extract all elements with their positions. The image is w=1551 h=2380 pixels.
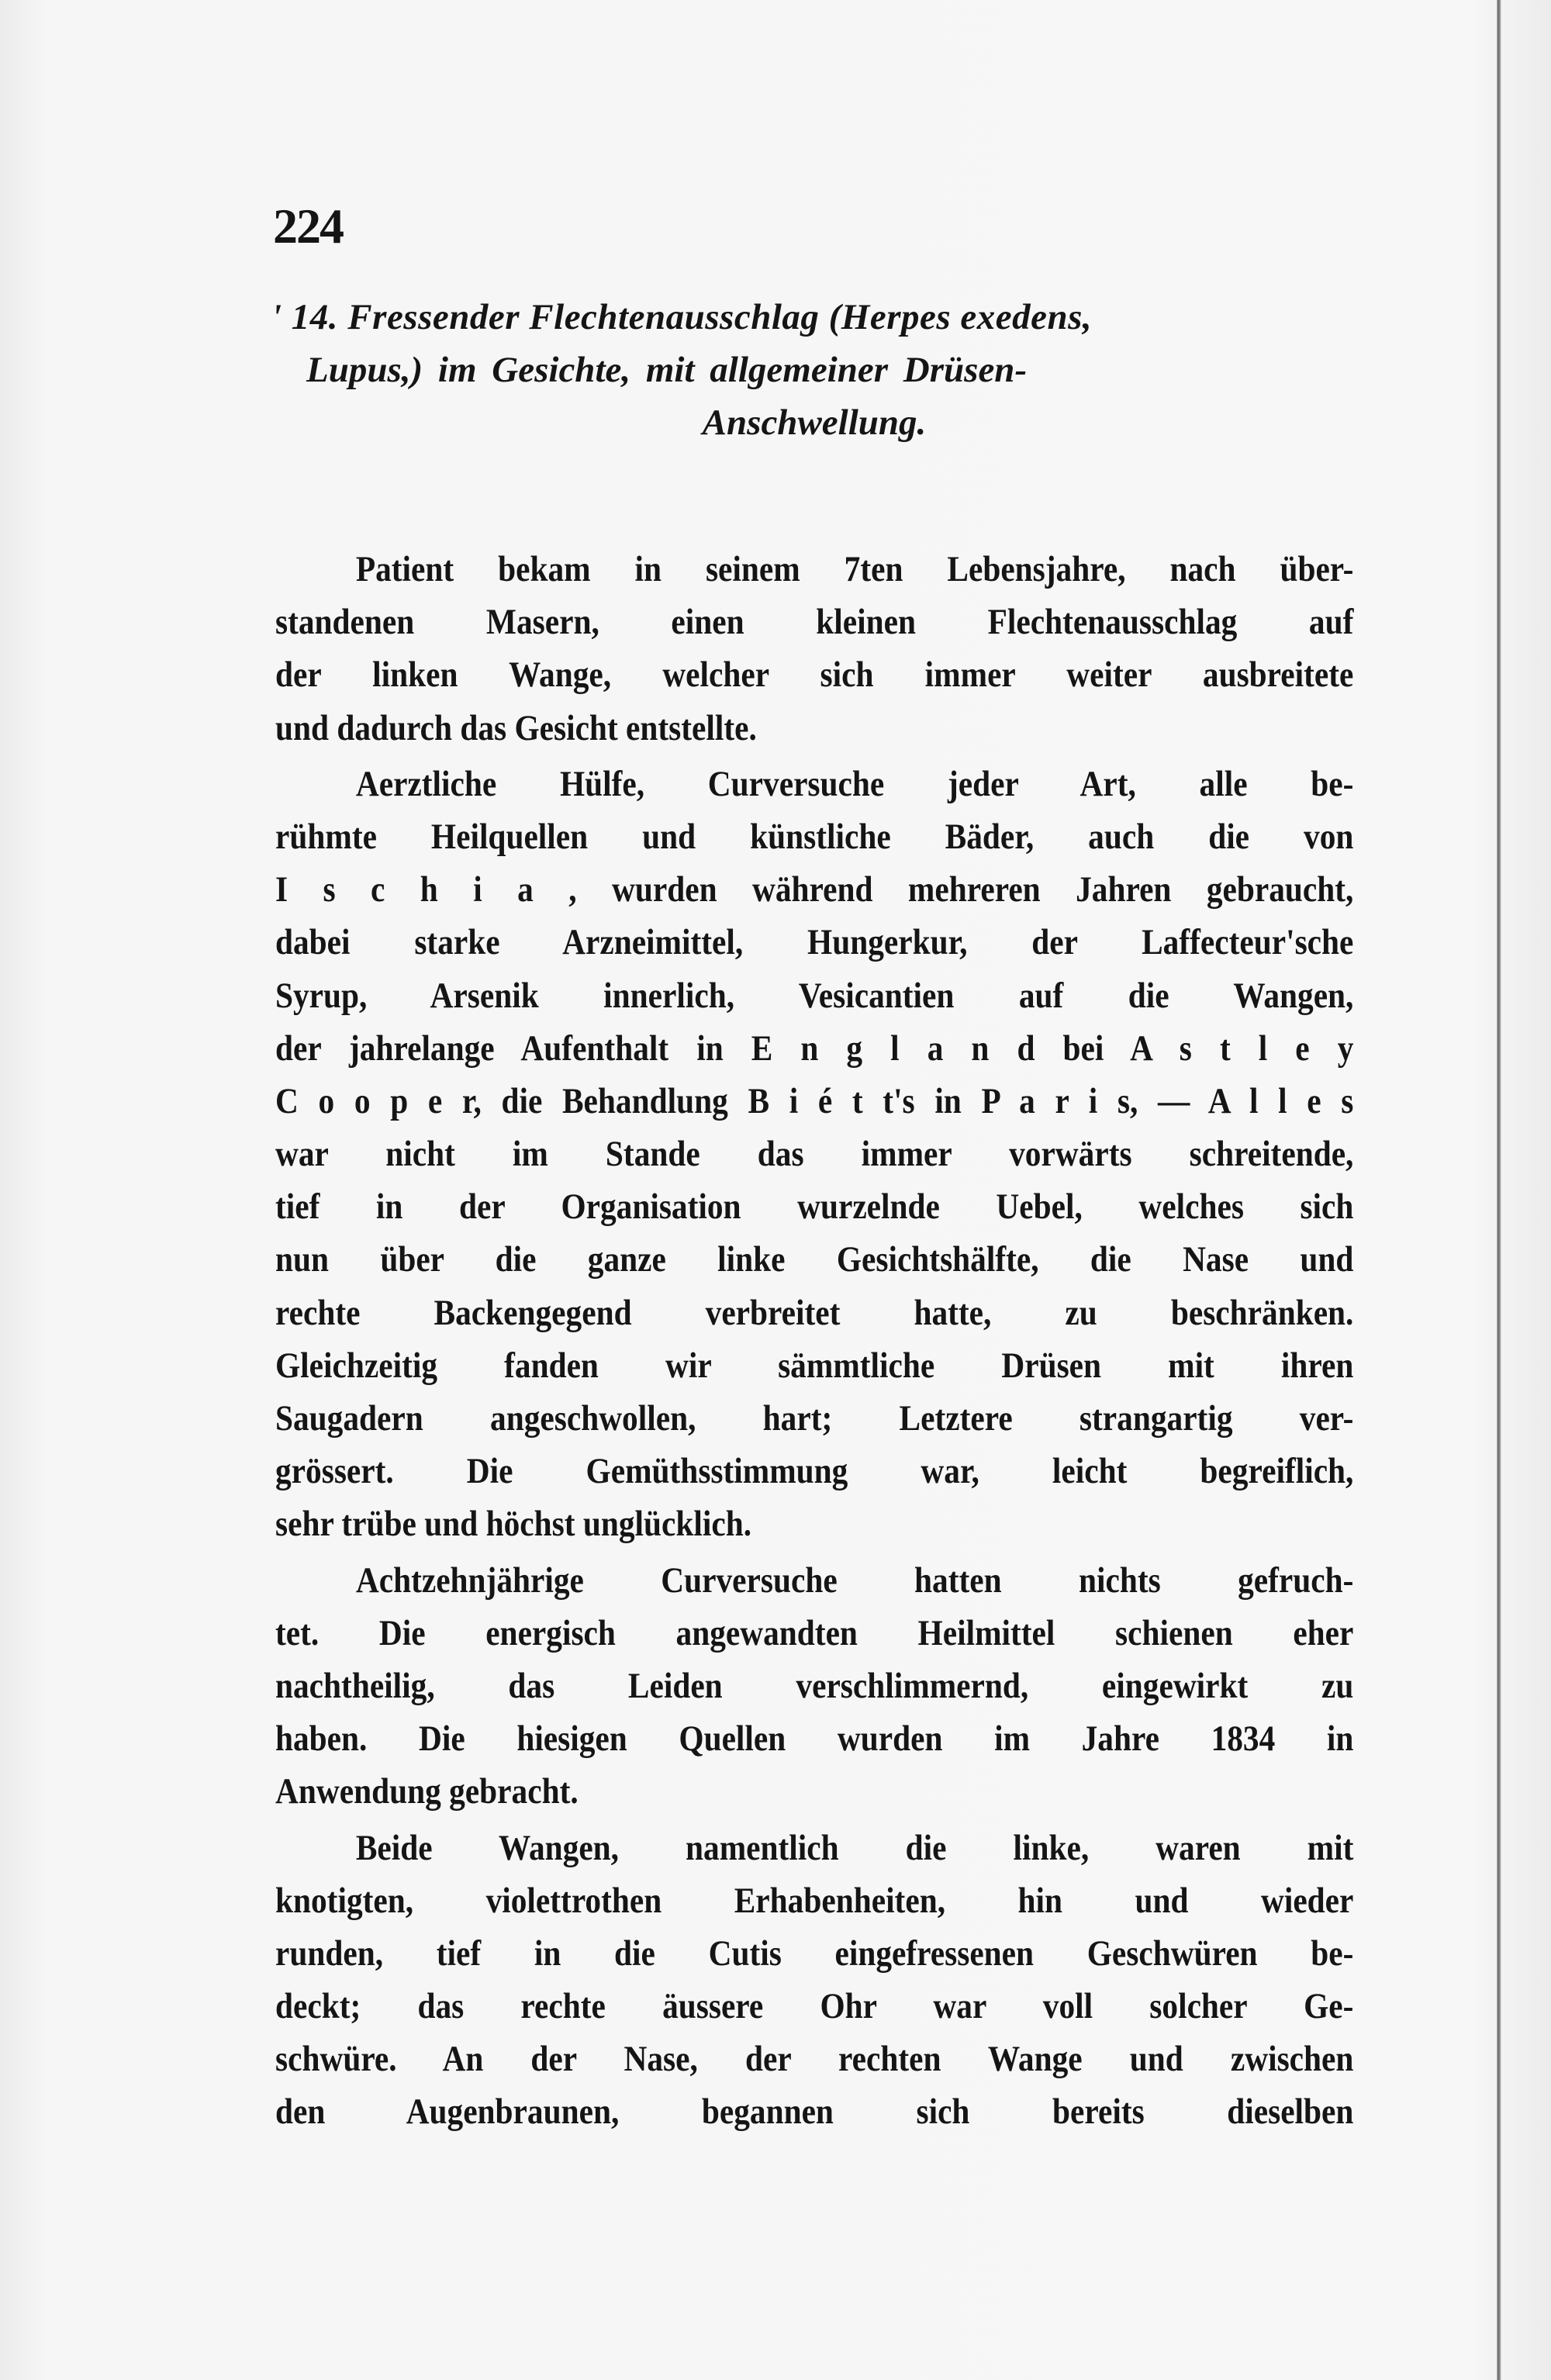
paragraph: [275, 758, 1353, 1551]
heading-line: ' 14. Fressender Flechtenausschlag (Herpes exedens,: [271, 297, 1093, 337]
text-line: nun über die ganze linke Gesichtshälfte, die Nase und: [275, 1239, 1354, 1280]
text-line: tief in der Organisation wurzelnde Uebel, welches sich: [275, 1187, 1354, 1228]
text-line: haben. Die hiesigen Quellen wurden im Jahre 1834 in: [275, 1719, 1354, 1760]
text-line: grössert. Die Gemüthsstimmung war, leicht begreiflich,: [275, 1451, 1354, 1492]
text-line: den Augenbraunen, begannen sich bereits dieselben: [275, 2092, 1354, 2133]
text-line: nachtheilig, das Leiden verschlimmernd, eingewirkt zu: [275, 1665, 1354, 1706]
text-line: Gleichzeitig fanden wir sämmtliche Drüsen mit ihren: [275, 1345, 1354, 1386]
text-line: knotigten, violettrothen Erhabenheiten, hin und wieder: [275, 1880, 1354, 1921]
text-line: C o o p e r, die Behandlung B i é t t's in P a r i s, — A l l e s: [275, 1080, 1354, 1121]
paragraph: [275, 1822, 1353, 2139]
text-line: rechte Backengegend verbreitet hatte, zu beschränken.: [275, 1292, 1354, 1333]
text-line: I s c h i a , wurden während mehreren Jahren gebraucht,: [275, 869, 1354, 910]
text-line: Aerztliche Hülfe, Curversuche jeder Art, alle be-: [355, 763, 1354, 804]
text-line: Anwendung gebracht.: [275, 1771, 579, 1812]
text-line: Achtzehnjährige Curversuche hatten nichts gefruch-: [355, 1560, 1354, 1601]
text-line: Saugadern angeschwollen, hart; Letztere strangartig ver-: [275, 1398, 1354, 1439]
body-text: [275, 543, 1353, 2142]
page-number: 224: [273, 199, 343, 254]
heading-line: Lupus,) im Gesichte, mit allgemeiner Drüsen-: [306, 350, 1028, 390]
text-line: und dadurch das Gesicht entstellte.: [275, 707, 757, 748]
text-line: sehr trübe und höchst unglücklich.: [275, 1504, 752, 1545]
paragraph: [275, 543, 1353, 755]
text-line: Beide Wangen, namentlich die linke, waren mit: [355, 1827, 1354, 1868]
text-line: deckt; das rechte äussere Ohr war voll solcher Ge-: [275, 1986, 1354, 2027]
text-line: der jahrelange Aufenthalt in E n g l a n d bei A s t l e y: [275, 1028, 1354, 1069]
text-line: tet. Die energisch angewandten Heilmittel schienen eher: [275, 1612, 1354, 1653]
text-line: Patient bekam in seinem 7ten Lebensjahre, nach über-: [355, 549, 1354, 589]
text-line: war nicht im Stande das immer vorwärts schreitende,: [275, 1134, 1354, 1175]
text-line: rühmte Heilquellen und künstliche Bäder, auch die von: [275, 816, 1354, 857]
text-line: runden, tief in die Cutis eingefressenen Geschwüren be-: [275, 1933, 1354, 1974]
heading-line: Anschwellung.: [702, 402, 927, 443]
text-line: Syrup, Arsenik innerlich, Vesicantien auf die Wangen,: [275, 975, 1354, 1016]
text-line: dabei starke Arzneimittel, Hungerkur, der Laffecteur'sche: [275, 922, 1354, 963]
text-line: schwüre. An der Nase, der rechten Wange und zwischen: [275, 2039, 1354, 2080]
paragraph: [275, 1554, 1353, 1819]
text-line: standenen Masern, einen kleinen Flechtenausschlag auf: [275, 602, 1354, 643]
section-heading: [271, 291, 1357, 449]
text-line: der linken Wange, welcher sich immer weiter ausbreitete: [275, 655, 1354, 696]
